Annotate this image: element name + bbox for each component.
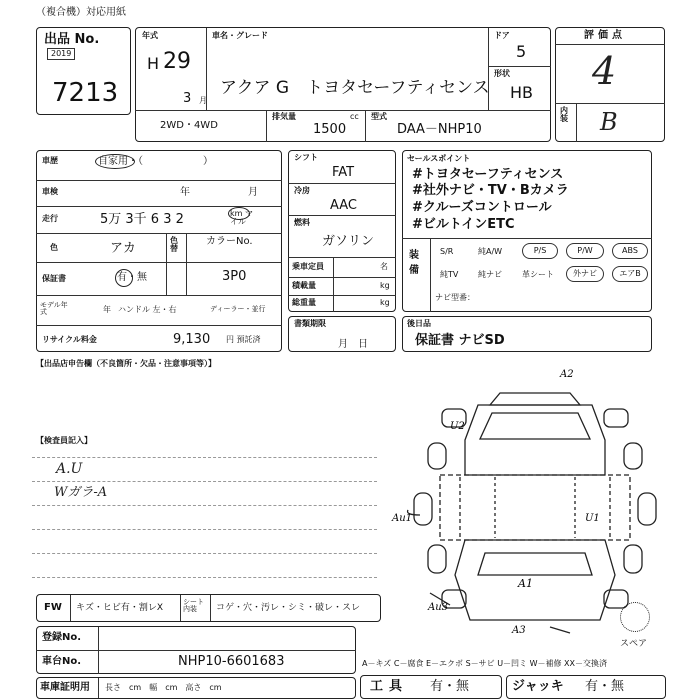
mark-a3: A3 <box>512 625 526 636</box>
jack-value: 有・無 <box>585 679 625 694</box>
inspector-note-1: A.U <box>56 461 83 477</box>
chassis-no: NHP10-6601683 <box>178 654 285 669</box>
drive: 2WD・4WD <box>160 120 218 131</box>
sales-point-4: #ビルトインETC <box>412 217 515 232</box>
interior-grade: B <box>600 108 618 136</box>
retrofit-label: 後日品 <box>407 319 431 328</box>
history-label: 車歴 <box>42 156 58 165</box>
history-value: 自家用・（ ） <box>98 156 213 167</box>
color-label: 色 <box>50 243 58 252</box>
mark-au1: Au1 <box>392 513 413 524</box>
model: DAA－NHP10 <box>397 122 482 137</box>
mileage-value: 5万 3千 6 3 2 <box>100 212 184 227</box>
sales-point-2: #社外ナビ・TV・Bカメラ <box>412 183 569 198</box>
seat-label: シート内装 <box>183 598 204 613</box>
equip-navi: 純ナビ <box>478 270 502 279</box>
load-unit: kg <box>380 281 390 290</box>
mileage-unit: km マイル <box>230 209 253 226</box>
inspection-month-unit: 月 <box>248 187 258 198</box>
equip-ps: P/S <box>522 243 558 259</box>
damage-legend: A－キズ C－腐食 E－エクボ S－サビ U－凹ミ W－補修 XX－交換済 <box>362 659 608 668</box>
weight-unit: kg <box>380 298 390 307</box>
interior-label: 内装 <box>560 106 568 123</box>
top-note: （複合機）対応用紙 <box>36 7 126 18</box>
sales-point-3: #クルーズコントロール <box>412 200 552 215</box>
year: 29 <box>163 49 191 74</box>
recycle-value: 9,130 <box>173 332 211 347</box>
seller-notes-label: 【出品店申告欄（不良箇所・欠品・注意事項等）】 <box>36 359 216 368</box>
fuel-label: 燃料 <box>294 218 310 227</box>
color-no: 3P0 <box>222 269 247 284</box>
equip-ext-navi: 外ナビ <box>566 266 604 282</box>
equipment-label: 装備 <box>409 250 419 276</box>
spare-circle <box>620 602 650 632</box>
recycle-label: リサイクル料金 <box>42 335 97 344</box>
month-unit: 月 <box>199 96 207 105</box>
handle: ハンドル 左・右 <box>118 305 177 314</box>
shape-label: 形状 <box>494 69 510 78</box>
chassis-label: 車台No. <box>42 656 82 667</box>
cert-label: 車庫証明用 <box>40 682 90 693</box>
mark-a1: A1 <box>518 577 533 590</box>
retrofit-value: 保証書 ナビSD <box>415 333 505 348</box>
color-change-label: 色替 <box>170 236 178 253</box>
mileage-label: 走行 <box>42 214 58 223</box>
doc-unit: 月 日 <box>338 339 368 350</box>
warranty-value: 有・無 <box>117 272 147 283</box>
year-stamp: 2019 <box>47 48 75 60</box>
load-label: 積載量 <box>292 281 316 290</box>
color-no-label: カラーNo. <box>206 236 253 247</box>
name-label: 車名・グレード <box>212 31 268 40</box>
equip-tv: 純TV <box>440 270 459 279</box>
inspector-label: 【検査員記入】 <box>36 436 92 445</box>
mark-u2: U2 <box>450 421 465 432</box>
equip-aw: 純A/W <box>478 247 503 256</box>
spare-label: スペア <box>620 639 648 649</box>
model-label: 型式 <box>371 112 387 121</box>
fw-items: キズ・ヒビ有・割レX <box>76 603 163 613</box>
recycle-unit: 円 預託済 <box>226 335 261 344</box>
dealer: ディーラー・並行 <box>210 305 266 313</box>
capacity-unit: 名 <box>380 262 388 271</box>
ac-label: 冷房 <box>294 186 310 195</box>
mark-au3: Au3 <box>428 602 449 613</box>
shift-label: シフト <box>294 153 318 162</box>
displacement-label: 排気量 <box>272 112 296 121</box>
displacement: 1500 <box>313 122 347 137</box>
cc: cc <box>350 112 359 121</box>
model-year-unit: 年 <box>103 305 111 314</box>
equip-airbag: エアB <box>612 266 648 282</box>
era: H <box>147 54 160 73</box>
doors: 5 <box>516 42 527 61</box>
lot-number: 7213 <box>52 78 119 108</box>
equip-abs: ABS <box>612 243 648 259</box>
shift: FAT <box>332 165 355 180</box>
mark-u1: U1 <box>585 513 600 524</box>
month: 3 <box>183 91 192 106</box>
navi-model-label: ナビ型番： <box>435 293 475 302</box>
nenshiki-label: 年式 <box>142 31 158 40</box>
inspection-year-unit: 年 <box>180 187 190 198</box>
score: 4 <box>592 49 617 93</box>
jack-label: ジャッキ <box>512 679 564 694</box>
fw-label: FW <box>44 602 62 613</box>
model-year-label: モデル年式 <box>40 301 68 316</box>
equip-pw: P/W <box>566 243 604 259</box>
shuppin-label: 出品 No. <box>44 32 100 47</box>
shape: HB <box>510 83 534 102</box>
car-name: アクア G トヨタセーフティセンス <box>220 78 490 98</box>
door-label: ドア <box>494 31 510 40</box>
inspector-note-2: Wガラ-A <box>54 485 108 500</box>
seat-items: コゲ・穴・汚レ・シミ・破レ・スレ <box>216 603 361 613</box>
equip-leather: 革シート <box>522 270 554 279</box>
mark-a2: A2 <box>560 369 574 380</box>
ac: AAC <box>330 198 357 213</box>
fuel: ガソリン <box>322 234 375 249</box>
cert-dims: 長さ cm 幅 cm 高さ cm <box>105 683 222 692</box>
inspection-label: 車検 <box>42 187 58 196</box>
tools-value: 有・無 <box>430 679 470 694</box>
score-label: 評価点 <box>584 30 626 41</box>
doc-label: 書類期限 <box>294 319 326 328</box>
tools-label: 工具 <box>370 679 409 694</box>
sales-point-1: #トヨタセーフティセンス <box>412 167 564 182</box>
equip-sr: S/R <box>440 247 454 256</box>
reg-label: 登録No. <box>42 632 82 643</box>
capacity-label: 乗車定員 <box>292 262 324 271</box>
car-damage-diagram <box>392 365 670 636</box>
color-value: アカ <box>110 241 136 256</box>
warranty-label: 保証書 <box>42 274 66 283</box>
weight-label: 総重量 <box>292 298 316 307</box>
sales-label: セールスポイント <box>407 154 471 163</box>
